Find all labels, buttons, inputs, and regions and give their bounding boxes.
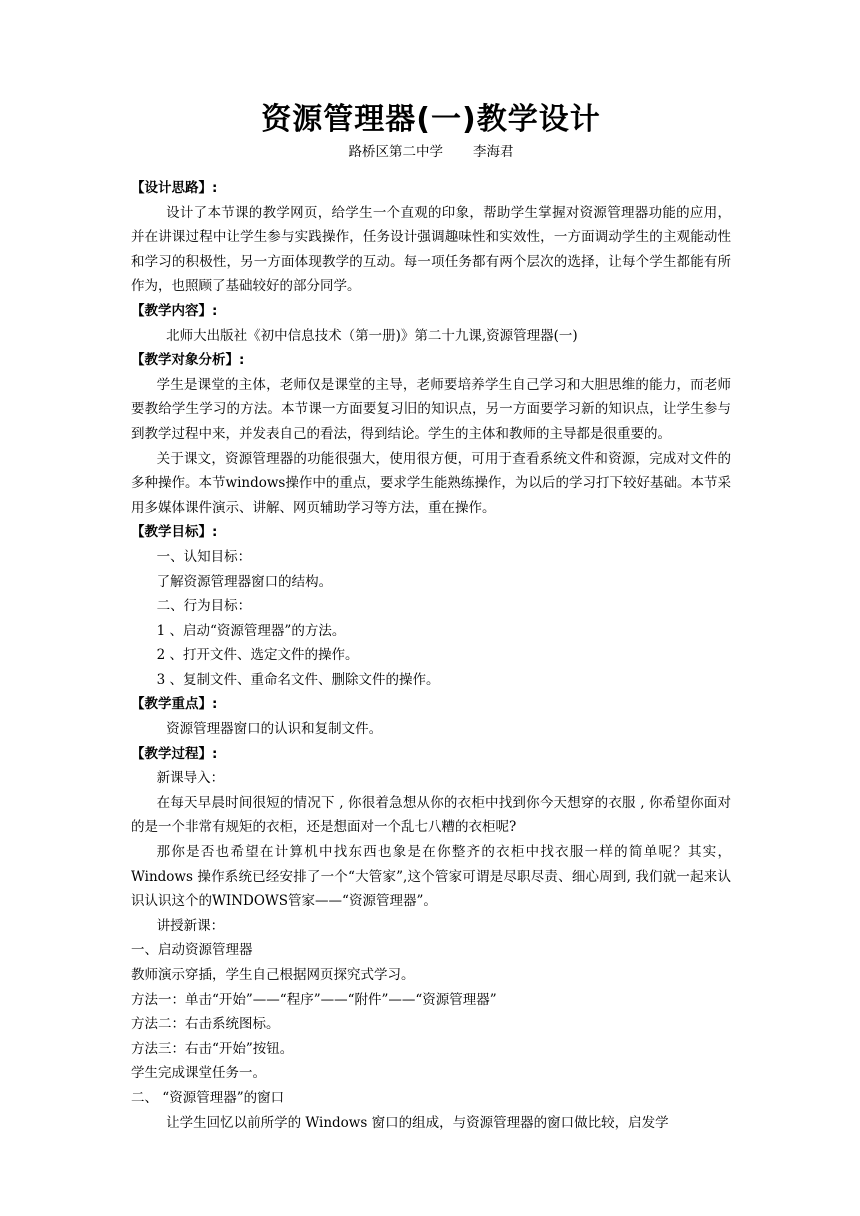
author-school: 路桥区第二中学 — [348, 144, 443, 160]
goal-line-3: 二、行为目标： — [156, 598, 252, 615]
heading-content: 【教学内容】: — [131, 302, 218, 319]
process-line-9: 二、 “资源管理器”的窗口 — [131, 1089, 285, 1106]
heading-key: 【教学重点】: — [131, 696, 218, 713]
process-line-6: 方法二：右击系统图标。 — [131, 1016, 280, 1033]
key-paragraph: 资源管理器窗口的认识和复制文件。 — [166, 721, 383, 738]
design-paragraph: 设计了本节课的教学网页，给学生一个直观的印象，帮助学生掌握对资源管理器功能的应用，并在讲课过程中让学生参与实践操作，任务设计强调趣味性和实效性，一方面调动学生的主观能动性和学习的积极性，另一方面体现教学的互动。每一项任务都有两个层次的选择，让每个学生都能有所作为，也照顾了基础较好的部分同学。 — [131, 204, 731, 295]
goal-line-6: 3 、复制文件、重命名文件、删除文件的操作。 — [156, 671, 440, 688]
process-line-3: 一、启动资源管理器 — [131, 942, 253, 959]
heading-analysis: 【教学对象分析】: — [131, 352, 245, 369]
heading-process: 【教学过程】: — [131, 745, 218, 762]
author-line — [131, 140, 731, 164]
goal-line-4: 1 、启动“资源管理器”的方法。 — [156, 622, 346, 639]
process-line-4: 教师演示穿插，学生自己根据网页探究式学习。 — [131, 967, 415, 983]
process-paragraph-2: 那你是否也希望在计算机中找东西也象是在你整齐的衣柜中找衣服一样的简单呢？其实， Windows 操作系统已经安排了一个“大管家”,这个管家可谓是尽职尽责、细心周到, 我们就一起来认识认识这个的WINDOWS管家——“资源管理器”。 — [131, 844, 731, 910]
document-page — [131, 100, 731, 1135]
goal-line-2: 了解资源管理器窗口的结构。 — [156, 573, 333, 590]
goal-line-1: 一、认知目标： — [156, 548, 252, 565]
process-line-8: 学生完成课堂任务一。 — [131, 1065, 266, 1082]
goal-line-5: 2 、打开文件、选定文件的操作。 — [156, 647, 359, 664]
process-line-new: 讲授新课： — [156, 917, 225, 934]
process-paragraph-1: 在每天早晨时间很短的情况下 , 你很着急想从你的衣柜中找到你今天想穿的衣服 , 你希望你面对的是一个非常有规矩的衣柜，还是想面对一个乱七八糟的衣柜呢? — [131, 794, 731, 836]
content-paragraph: 北师大出版社《初中信息技术（第一册)》第二十九课,资源管理器(一) — [166, 327, 578, 344]
analysis-paragraph-2: 关于课文，资源管理器的功能很强大，使用很方便，可用于查看系统文件和资源，完成对文件的多种操作。本节windows操作中的重点，要求学生能熟练操作，为以后的学习打下较好基础。本节采用多媒体课件演示、讲解、网页辅助学习等方法，重在操作。 — [131, 450, 731, 516]
heading-design: 【设计思路】: — [131, 180, 218, 196]
heading-goals: 【教学目标】: — [131, 524, 218, 541]
process-paragraph-3: 让学生回忆以前所学的 Windows 窗口的组成，与资源管理器的窗口做比较，启发学 — [166, 1114, 669, 1131]
analysis-paragraph-1: 学生是课堂的主体，老师仅是课堂的主导，老师要培养学生自己学习和大胆思维的能力，而老师要教给学生学习的方法。本节课一方面要复习旧的知识点，另一方面要学习新的知识点，让学生参与到教学过程中来，并发表自己的看法，得到结论。学生的主体和教师的主导都是很重要的。 — [131, 376, 731, 442]
process-line-intro: 新课导入： — [156, 770, 225, 787]
document-title: 资源管理器(一)教学设计 — [261, 102, 601, 137]
process-line-7: 方法三：右击“开始”按钮。 — [131, 1040, 294, 1057]
author-name: 李海君 — [473, 144, 514, 160]
process-line-5: 方法一：单击“开始”——“程序”——“附件”——“资源管理器” — [131, 991, 497, 1008]
